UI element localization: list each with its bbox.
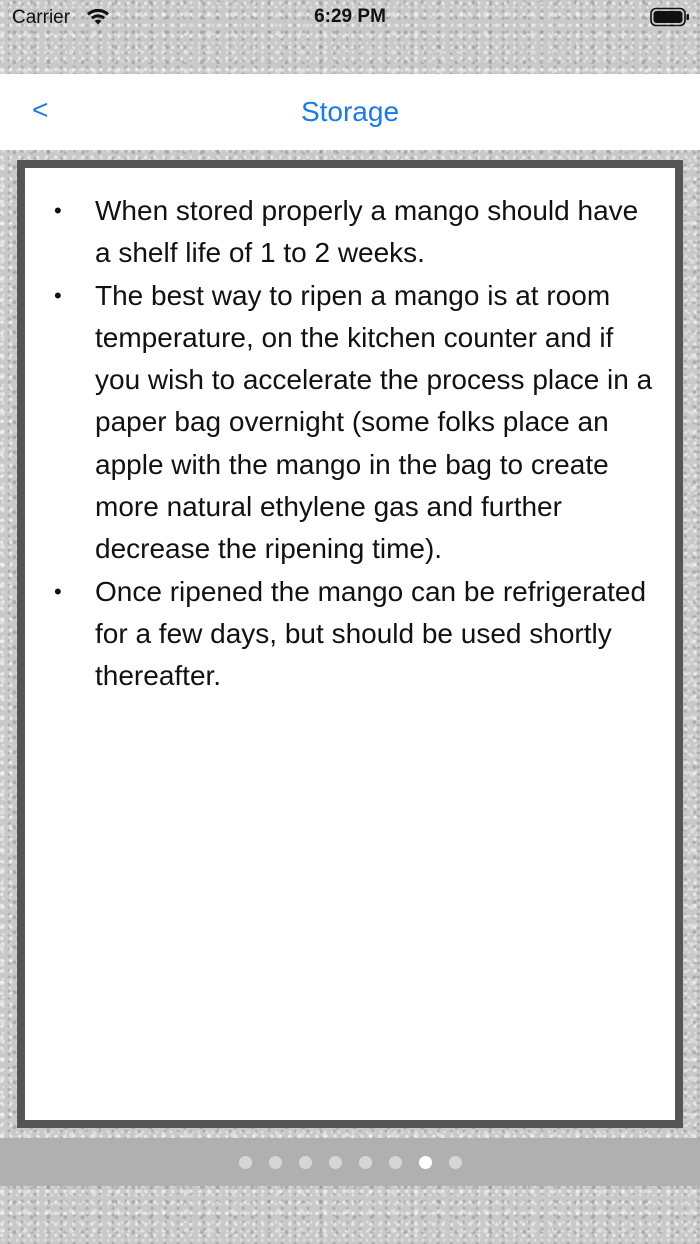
bullet-icon: •	[54, 578, 62, 604]
page-dot-active[interactable]	[419, 1156, 432, 1169]
battery-icon	[650, 7, 690, 27]
navigation-bar	[0, 74, 700, 150]
page-dot[interactable]	[449, 1156, 462, 1169]
bullet-icon: •	[54, 282, 62, 308]
page-dot[interactable]	[239, 1156, 252, 1169]
page-dot[interactable]	[299, 1156, 312, 1169]
carrier-label: Carrier	[12, 7, 71, 28]
list-item-text: When stored properly a mango should have a shelf life of 1 to 2 weeks.	[95, 195, 639, 269]
page-control[interactable]	[0, 1138, 700, 1186]
list-item-text: The best way to ripen a mango is at room temperature, on the kitchen counter and if you wish to accelerate the process place in a paper bag overnight (some folks place an apple with the mango in the bag to create more natural ethylene gas and further decrease the ripening time).	[95, 279, 653, 565]
list-item	[25, 571, 655, 698]
list-item	[25, 190, 655, 275]
page-dots	[239, 1156, 462, 1169]
storage-tips-list	[25, 168, 675, 698]
page-dot[interactable]	[359, 1156, 372, 1169]
page-dot[interactable]	[389, 1156, 402, 1169]
bullet-icon: •	[54, 198, 62, 223]
list-item-text: Once ripened the mango can be refrigerated for a few days, but should be used shortly thereafter.	[95, 575, 647, 692]
page-dot[interactable]	[269, 1156, 282, 1169]
page-title: Storage	[300, 96, 400, 127]
status-bar	[0, 0, 700, 36]
content-card	[17, 160, 683, 1128]
list-item	[25, 275, 655, 571]
page-dot[interactable]	[329, 1156, 342, 1169]
back-button[interactable]: <	[32, 94, 49, 125]
status-time: 6:29 PM	[314, 6, 386, 27]
